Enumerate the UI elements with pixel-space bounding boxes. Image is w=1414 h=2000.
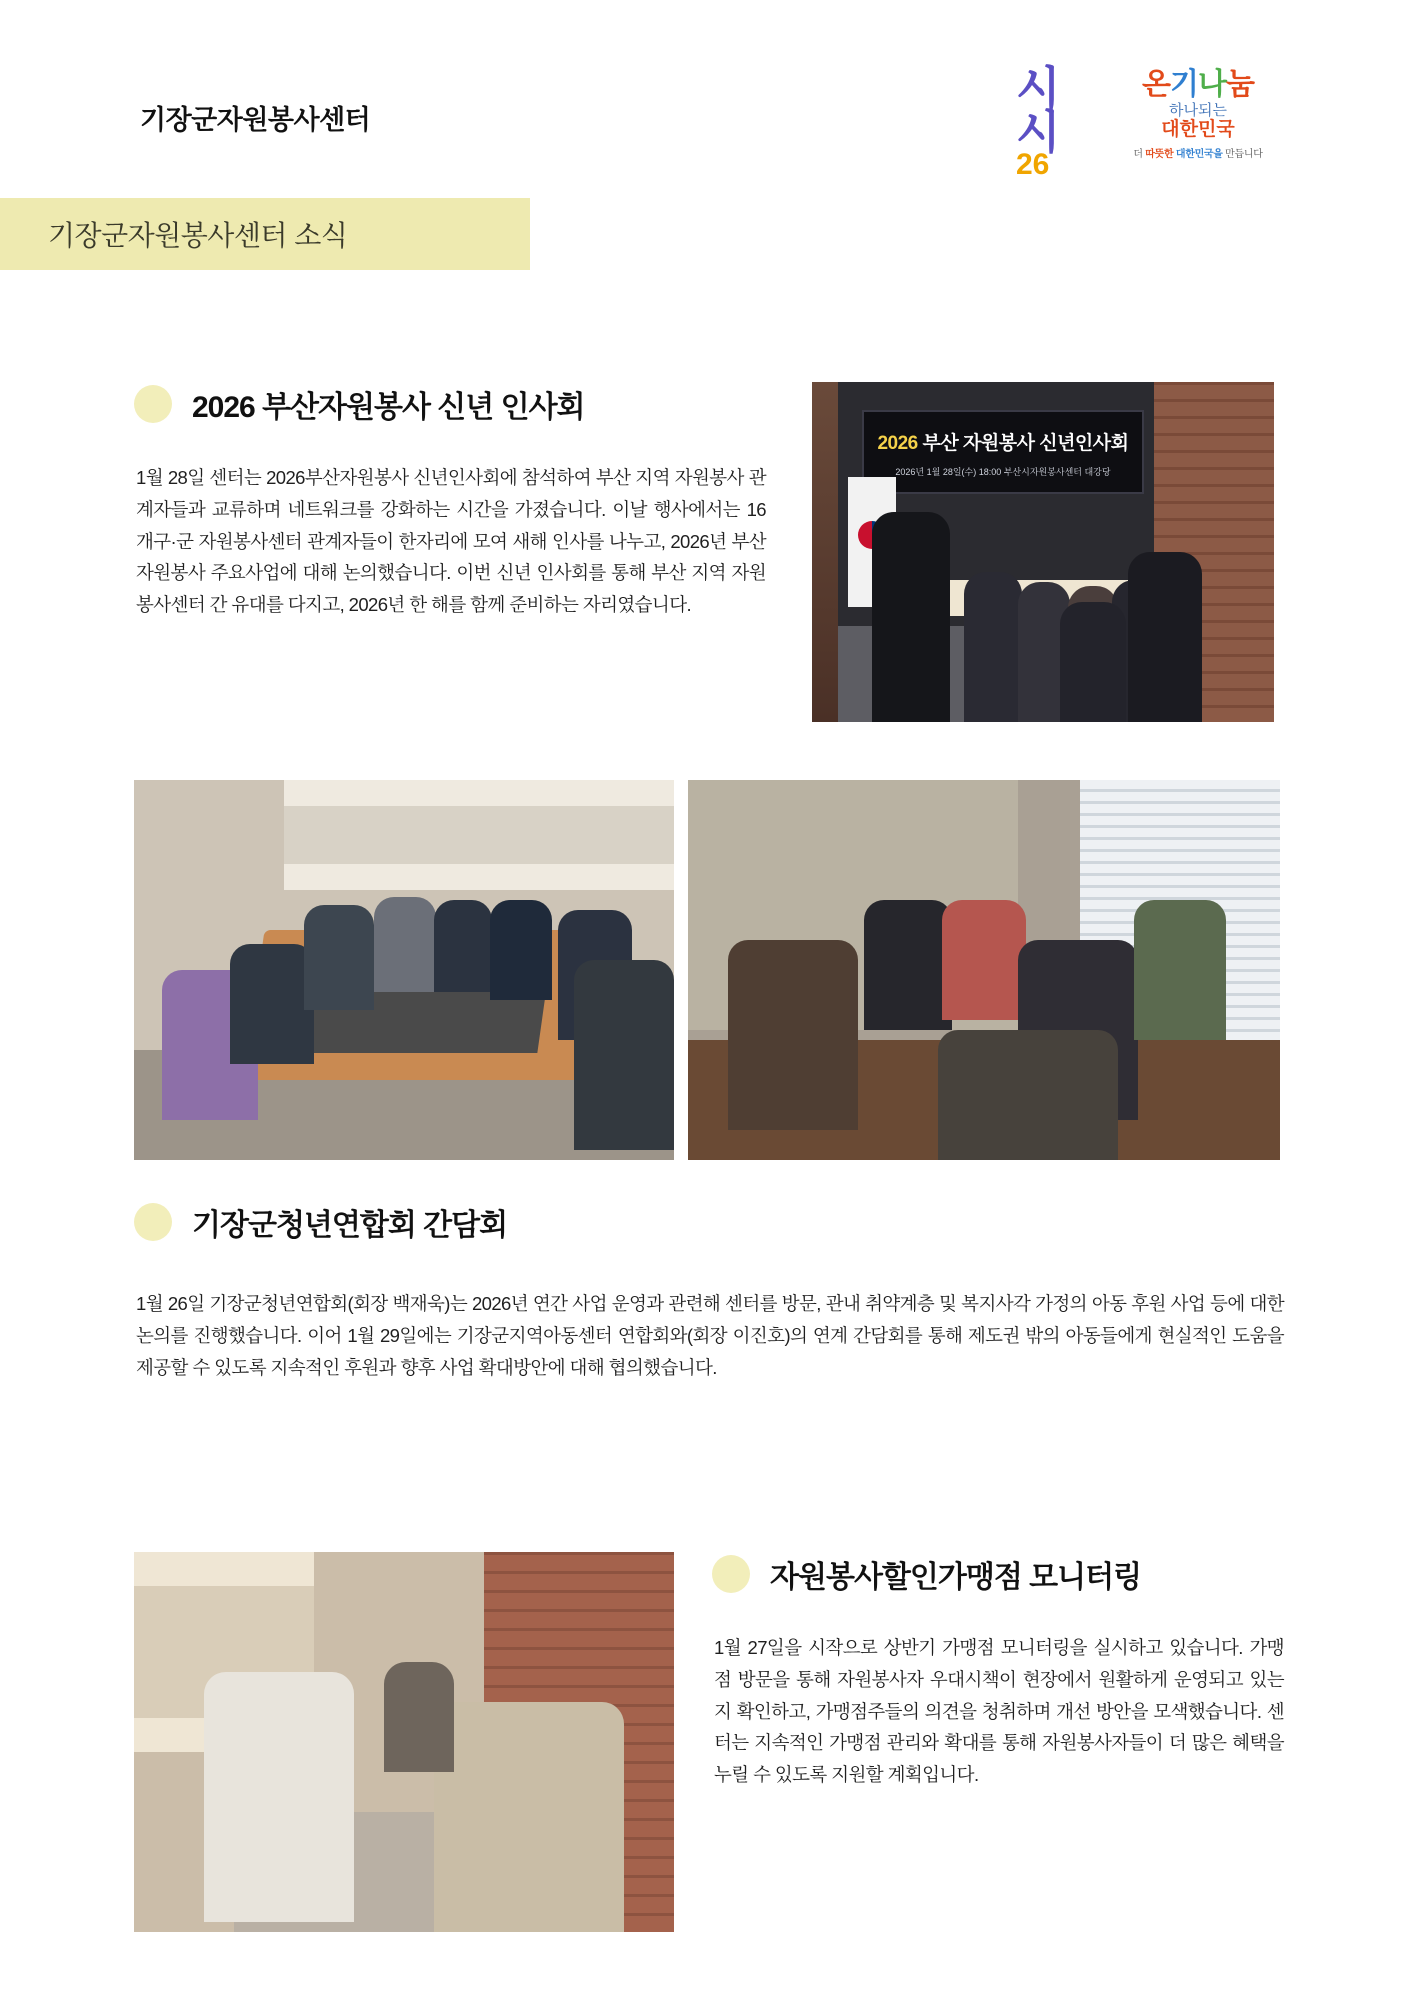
photo-stage-banner <box>862 410 1144 494</box>
warm-sharing-logo-line2: 하나되는 <box>1169 101 1227 119</box>
photo-banner-sub: 2026년 1월 28일(수) 18:00 부산시자원봉사센터 대강당 <box>895 467 1111 477</box>
photo-banner-text: 부산 자원봉사 신년인사회 <box>917 433 1129 454</box>
section-banner <box>0 198 530 270</box>
bullet-icon <box>134 385 172 423</box>
page-title: 기장군자원봉사센터 <box>140 105 371 135</box>
section-heading-1 <box>134 382 585 426</box>
warm-sharing-logo-line1 <box>1108 69 1288 101</box>
section-body-3: 1월 27일을 시작으로 상반기 가맹점 모니터링을 실시하고 있습니다. 가맹점 방문을 통해 자원봉사자 우대시책이 현장에서 원활하게 운영되고 있는지 확인하고, 가맹점주들의 의견을 청취하며 개선 방안을 모색했습니다. 센터는 지속적인 가맹점 관리와 확대를 통해 자원봉사자들이 더 많은 혜택을 누릴 수 있도록 지원할 계획입니다. <box>714 1637 1284 1786</box>
warm-sharing-logo-line3: 대한민국 <box>1161 118 1235 140</box>
bullet-icon <box>134 1203 172 1241</box>
warm-sharing-logo-tagline <box>1108 145 1288 160</box>
logo-char-on: 온 <box>1142 68 1171 101</box>
section-title-1: 2026 부산자원봉사 신년 인사회 <box>192 391 585 424</box>
section-heading-2 <box>134 1200 507 1244</box>
section-banner-label: 기장군자원봉사센터 소식 <box>48 220 348 251</box>
logo-char-gi: 기 <box>1170 68 1198 101</box>
volunteer-26-logo <box>1016 62 1096 182</box>
section-title-3: 자원봉사할인가맹점 모니터링 <box>770 1561 1142 1594</box>
logo-char-num: 눔 <box>1225 68 1254 101</box>
section-title-2: 기장군청년연합회 간담회 <box>192 1209 508 1242</box>
volunteer-26-logo-number: 26 <box>1016 148 1050 182</box>
photo-youth-council-meeting <box>688 780 1280 1160</box>
section-body-2: 1월 26일 기장군청년연합회(회장 백재욱)는 2026년 연간 사업 운영과 관련해 센터를 방문, 관내 취약계층 및 복지사각 가정의 아동 후원 사업 등에 대한 논의를 진행했습니다. 이어 1월 29일에는 기장군지역아동센터 연합회와(회장 이진호)의 연계 간담회를 통해 제도권 밖의 아동들에게 현실적인 도움을 제공할 수 있도록 지속적인 후원과 향후 사업 확대방안에 대해 협의했습니다. <box>136 1293 1284 1378</box>
tagline-hl2: 대한민국을 <box>1175 148 1223 160</box>
section-body-1: 1월 28일 센터는 2026부산자원봉사 신년인사회에 참석하여 부산 지역 자원봉사 관계자들과 교류하며 네트워크를 강화하는 시간을 가졌습니다. 이날 행사에서는 16개구·군 자원봉사센터 관계자들이 한자리에 모여 새해 인사를 나누고, 2026년 부산 자원봉사 주요사업에 대해 논의했습니다. 이번 신년 인사회를 통해 부산 지역 자원봉사센터 간 유대를 다지고, 2026년 한 해를 함께 준비하는 자리였습니다. <box>136 467 766 616</box>
tagline-hl: 따뜻한 <box>1145 148 1174 160</box>
bullet-icon <box>712 1555 750 1593</box>
warm-sharing-logo <box>1108 69 1288 160</box>
photo-meeting-room <box>134 780 674 1160</box>
logo-area <box>996 55 1296 182</box>
tagline-pre: 더 <box>1133 148 1146 160</box>
photo-banner-year: 2026 <box>877 433 918 454</box>
logo-char-na: 나 <box>1198 68 1226 101</box>
photo-new-year-ceremony <box>812 382 1274 722</box>
photo-merchant-monitoring <box>134 1552 674 1932</box>
volunteer-26-logo-mark: 시시 <box>1016 62 1058 158</box>
tagline-post: 만듭니다 <box>1222 148 1263 160</box>
section-heading-3 <box>712 1552 1141 1596</box>
